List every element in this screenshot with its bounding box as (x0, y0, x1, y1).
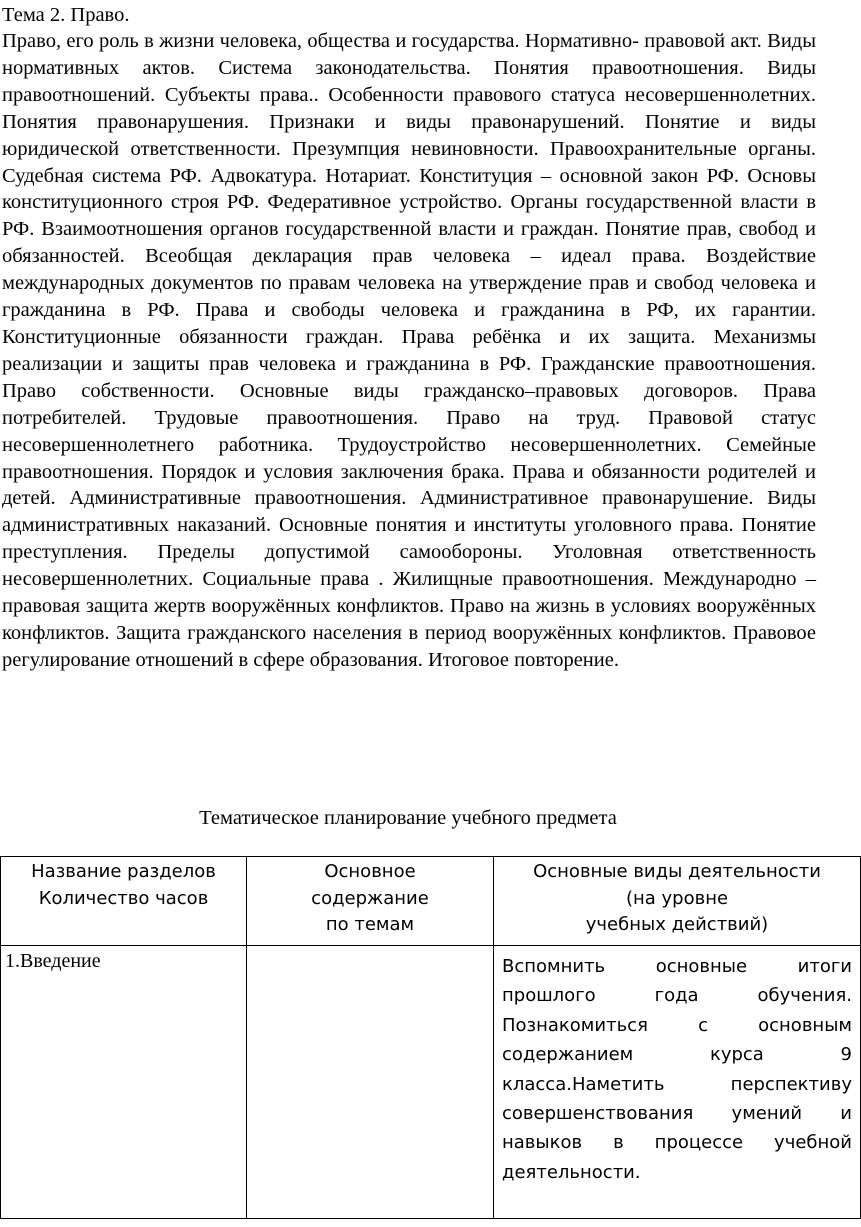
header-line: учебных действий) (585, 914, 769, 935)
topic-heading: Тема 2. Право. (2, 4, 130, 26)
table-header-row (1, 857, 861, 946)
header-line: Основное (324, 861, 416, 882)
cell-content (247, 946, 494, 1219)
planning-table-container (0, 856, 852, 1227)
topic-body-text: Право, его роль в жизни человека, общества и государства. Нормативно- правовой акт. Виды нормативных актов. Система законодательства. Понятия правоотношения. Виды правоотношений. Субъекты права.. Особенности правового статуса несовершеннолетних. Понятия правонарушения. Признаки и виды правонарушений. Понятие и виды юридической ответственности. Презумпция невиновности. Правоохранительные органы. Судебная система РФ. Адвокатура. Нотариат. Конституция – основной закон РФ. Основы конституционного строя РФ. Федеративное устройство. Органы государственной власти в РФ. Взаимоотношения органов государственной власти и граждан. Понятие прав, свобод и обязанностей. Всеобщая декларация прав человека – идеал права. Воздействие международных документов по правам человека на утверждение прав и свобод человека и гражданина в РФ. Права и свободы человека и гражданина в РФ, их гарантии. Конституционные обязанности граждан. Права ребёнка и их защита. Механизмы реализации и защиты прав человека и гражданина в РФ. Гражданские правоотношения. Право собственности. Основные виды гражданско–правовых договоров. Права потребителей. Трудовые правоотношения. Право на труд. Правовой статус несовершеннолетнего работника. Трудоустройство несовершеннолетних. Семейные правоотношения. Порядок и условия заключения брака. Права и обязанности родителей и детей. Административные правоотношения. Административное правонарушение. Виды административных наказаний. Основные понятия и институты уголовного права. Понятие преступления. Пределы допустимой самообороны. Уголовная ответственность несовершеннолетних. Социальные права . Жилищные правоотношения. Международно – правовая защита жертв вооружённых конфликтов. Право на жизнь в условиях вооружённых конфликтов. Защита гражданского населения в период вооружённых конфликтов. Правовое регулирование отношений в сфере образования. Итоговое повторение. (2, 30, 816, 671)
planning-table (0, 856, 861, 1219)
activities-text: Вспомнить основные итоги прошлого года обучения. Познакомиться с основным содержанием курса 9 класса.Наметить перспективу совершенствования умений и навыков в процессе учебной деятельности. (502, 956, 852, 1183)
header-line: Название разделов (31, 861, 216, 882)
header-sections-hours (1, 857, 247, 946)
header-line: Основные виды деятельности (533, 861, 821, 882)
table-caption: Тематическое планирование учебного предмета (199, 807, 617, 829)
header-main-content (247, 857, 494, 946)
header-line: содержание (311, 887, 429, 909)
header-line: (на уровне (625, 887, 729, 909)
header-line: Количество часов (38, 887, 209, 909)
cell-activities (494, 946, 861, 1219)
table-row (1, 946, 861, 1219)
header-line: по темам (325, 914, 415, 935)
header-activities (494, 857, 861, 946)
cell-section: 1.Введение (1, 946, 247, 1219)
